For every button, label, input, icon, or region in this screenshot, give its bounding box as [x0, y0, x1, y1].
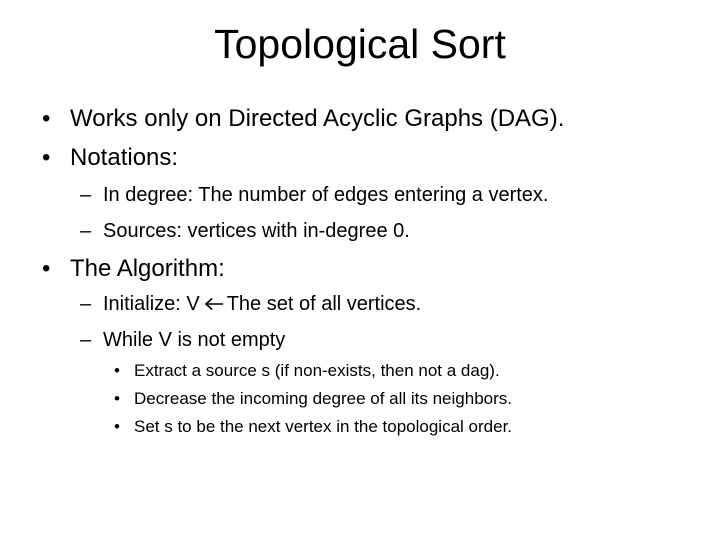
bullet-text: Notations:: [70, 144, 179, 171]
sub-bullet-text: In degree: The number of edges entering a vertex.: [103, 184, 549, 206]
dash-marker: –: [80, 329, 92, 351]
bullet-marker: •: [114, 417, 120, 436]
bullet-marker: •: [42, 144, 51, 171]
left-arrow-icon: [204, 297, 224, 311]
dash-marker: –: [80, 293, 92, 315]
bullet-marker: •: [114, 389, 120, 408]
slide-title: Topological Sort: [214, 21, 506, 67]
initialize-suffix: The set of all vertices.: [226, 293, 422, 315]
bullet-marker: •: [114, 361, 120, 380]
sub-bullet-text: [103, 291, 421, 317]
sub-bullet-text: Sources: vertices with in-degree 0.: [103, 220, 410, 242]
bullet-marker: •: [42, 255, 51, 282]
bullet-text: The Algorithm:: [70, 255, 225, 282]
dash-marker: –: [80, 220, 92, 242]
bullet-text: Works only on Directed Acyclic Graphs (DAG).: [70, 105, 565, 132]
bullet-marker: •: [42, 105, 51, 132]
initialize-prefix: Initialize: V: [103, 293, 200, 315]
dash-marker: –: [80, 184, 92, 206]
step-text: Set s to be the next vertex in the topological order.: [134, 417, 513, 436]
sub-bullet-text: While V is not empty: [103, 329, 286, 351]
step-text: Decrease the incoming degree of all its neighbors.: [134, 389, 512, 408]
step-text: Extract a source s (if non-exists, then not a dag).: [134, 361, 500, 380]
